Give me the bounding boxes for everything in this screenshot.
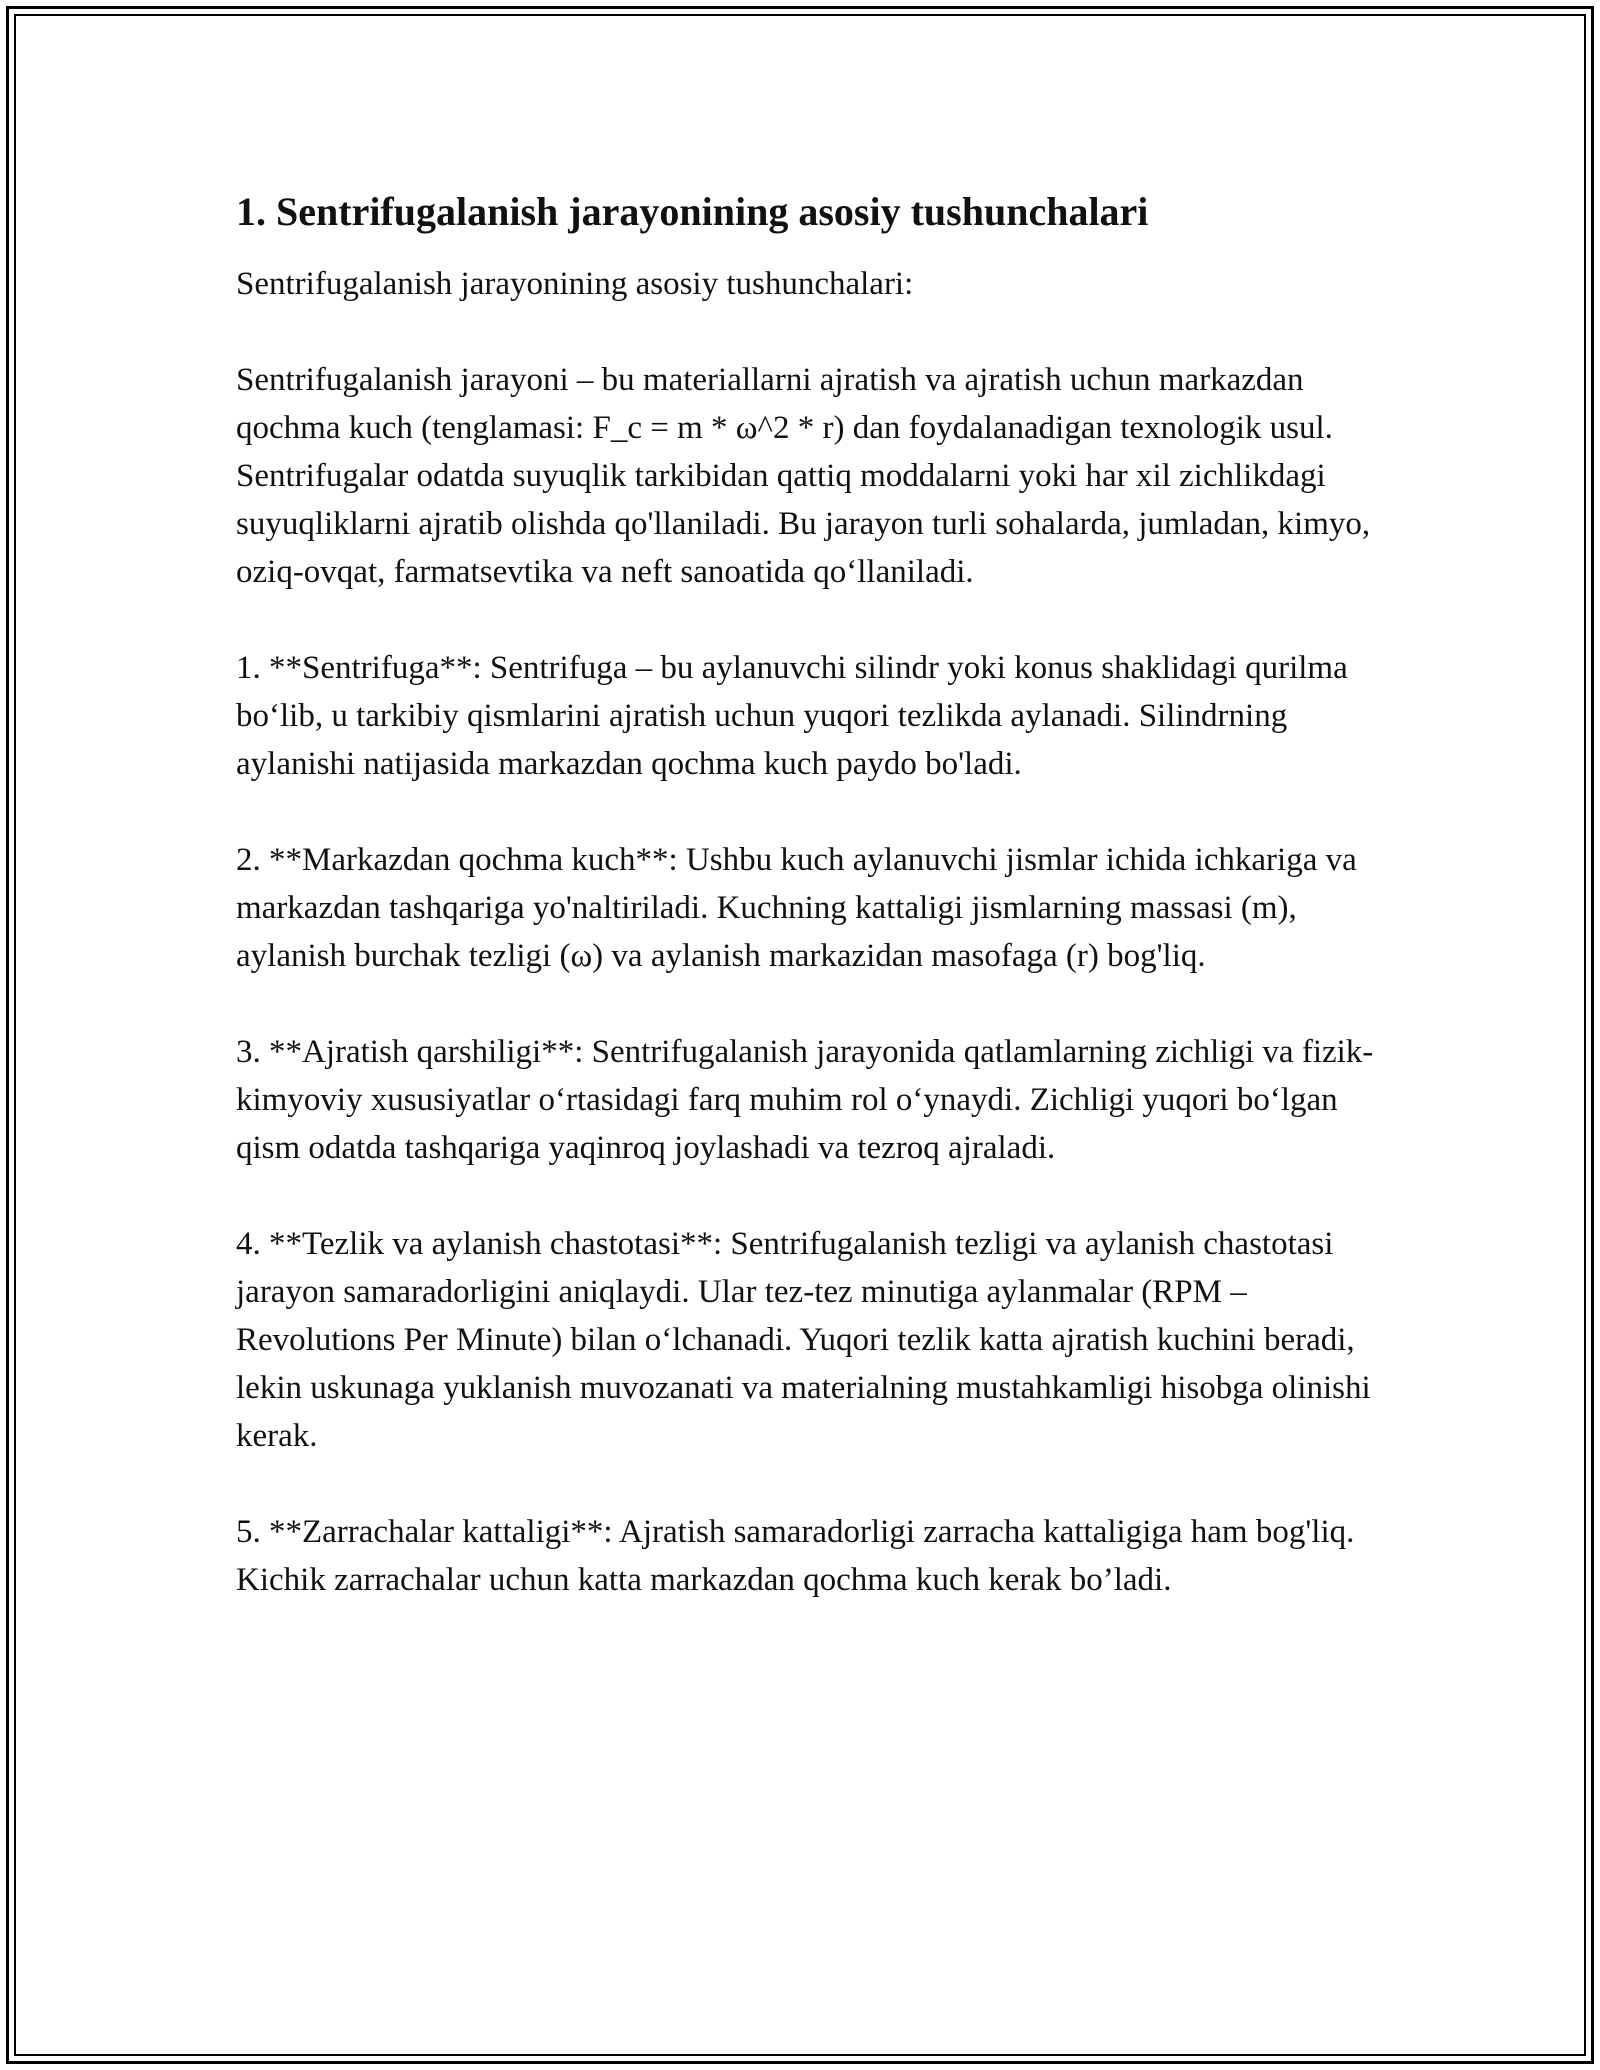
paragraph-definition: Sentrifugalanish jarayoni – bu materiallarni ajratish va ajratish uchun markazdan qochma kuch (tenglamasi: F_c = m * ω^2 * r) dan foydalanadigan texnologik usul. Sentrifugalar odatda suyuqlik tarkibidan qattiq moddalarni yoki har xil zichlikdagi suyuqliklarni ajratib olishda qo'llaniladi. Bu jarayon turli sohalarda, jumladan, kimyo, oziq-ovqat, farmatsevtika va neft sanoatida qoʻllaniladi. — [236, 362, 1371, 590]
intro-line: Sentrifugalanish jarayonining asosiy tushunchalari: — [236, 266, 914, 302]
paragraph-item-2: 2. **Markazdan qochma kuch**: Ushbu kuch aylanuvchi jismlar ichida ichkariga va markazdan tashqariga yo'naltiriladi. Kuchning kattaligi jismlarning massasi (m), aylanish burchak tezligi (ω) va aylanish markazidan masofaga (r) bog'liq. — [236, 842, 1357, 974]
paragraph-item-1: 1. **Sentrifuga**: Sentrifuga – bu aylanuvchi silindr yoki konus shaklidagi qurilma boʻlib, u tarkibiy qismlarini ajratish uchun yuqori tezlikda aylanadi. Silindrning aylanishi natijasida markazdan qochma kuch paydo bo'ladi. — [236, 650, 1348, 782]
section-heading: 1. Sentrifugalanish jarayonining asosiy tushunchalari — [236, 189, 1149, 234]
paragraph-item-5: 5. **Zarrachalar kattaligi**: Ajratish samaradorligi zarracha kattaligiga ham bog'liq. Kichik zarrachalar uchun katta markazdan qochma kuch kerak bo’ladi. — [236, 1514, 1355, 1598]
paragraph-item-4: 4. **Tezlik va aylanish chastotasi**: Sentrifugalanish tezligi va aylanish chastotasi jarayon samaradorligini aniqlaydi. Ular tez-tez minutiga aylanmalar (RPM – Revolutions Per Minute) bilan oʻlchanadi. Yuqori tezlik katta ajratish kuchini beradi, lekin uskunaga yuklanish muvozanati va materialning mustahkamligi hisobga olinishi kerak. — [236, 1226, 1371, 1454]
paragraph-item-3: 3. **Ajratish qarshiligi**: Sentrifugalanish jarayonida qatlamlarning zichligi va fizik-kimyoviy xususiyatlar oʻrtasidagi farq muhim rol oʻynaydi. Zichligi yuqori boʻlgan qism odatda tashqariga yaqinroq joylashadi va tezroq ajraladi. — [236, 1034, 1374, 1166]
document-body — [236, 186, 1376, 1604]
